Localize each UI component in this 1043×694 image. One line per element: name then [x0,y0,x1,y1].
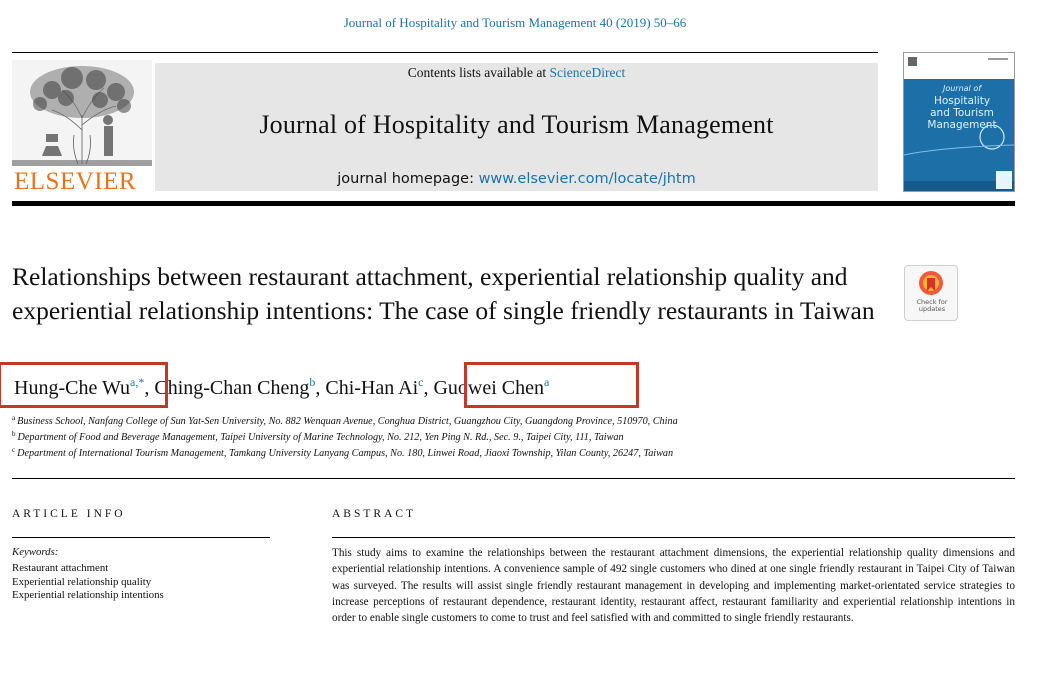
author-name[interactable]: Ching-Chan Cheng [154,377,310,399]
sciencedirect-link[interactable]: ScienceDirect [549,65,626,80]
keyword-item: Experiential relationship quality [12,575,152,588]
abstract-rule [332,537,1015,538]
cover-title-line: Journal of [942,84,982,93]
author-affiliation-marker[interactable]: a [544,375,550,389]
author-highlight-box [0,362,168,408]
author-affiliation-marker[interactable]: b [309,375,316,389]
abstract-heading: ABSTRACT [332,508,417,520]
contents-prefix: Contents lists available at [407,65,550,80]
homepage-line [155,171,878,187]
abstract-text: This study aims to examine the relationships between the restaurant attachment dimensions, the experiential relationship quality dimensions and experiential relationship intentions. A convenience sample of 492 single customers who dined at one single friendly restaurant in Taipei City of Taiwan was surveyed. The results will assist single friendly restaurant management in developing and implementing market-orientated service strategies to increase perceptions of restaurant dependence, restaurant identity, restaurant affect, restaurant familiarity and experiential relationship intentions in order to enable single customers to come to trust and feel satisfied with and committed to single friendly restaurants. [332,547,1015,625]
journal-citation[interactable]: Journal of Hospitality and Tourism Management 40 (2019) 50–66 [343,15,687,30]
check-updates-label: Check for updates [916,298,948,313]
author-separator: , [423,377,434,399]
author-separator: , [144,377,155,399]
section-divider [12,478,1015,479]
article-info-rule [12,537,270,538]
keyword-item: Restaurant attachment [12,562,109,574]
affiliation-marker: c [12,446,16,454]
author-name[interactable]: Chi-Han Ai [325,377,419,399]
cover-header-strip [904,53,1015,79]
author-affiliation-marker[interactable]: a,* [130,375,145,389]
affiliation-item [12,446,673,459]
affiliation-text: Business School, Nanfang College of Sun Yat-Sen University, No. 882 Wenquan Avenue, Conghua District, Guangzhou City, Guangdong Province, 510970, China [17,416,678,427]
homepage-link[interactable]: www.elsevier.com/locate/jhtm [478,171,696,187]
elsevier-wordmark: ELSEVIER [14,168,137,195]
affiliation-marker: a [12,414,16,422]
affiliation-text: Department of International Tourism Management, Tamkang University Lanyang Campus, No. 180, Linwei Road, Jiaoxi Township, Yilan County, 26247, Taiwan [17,448,674,459]
affiliation-text: Department of Food and Beverage Management, Taipei University of Marine Technology, No. 212, Yen Ping N. Rd., Sec. 9., Taipei City, 111, Taiwan [17,432,624,443]
cover-title [912,83,1012,131]
keyword-item: Experiential relationship intentions [12,589,164,601]
author-highlight-box [464,362,639,408]
homepage-label: journal homepage: [337,171,479,187]
affiliation-item [12,414,678,427]
cover-graphic [904,125,1015,192]
keywords-label: Keywords: [12,546,59,558]
affiliation-item [12,430,624,443]
journal-cover-thumbnail[interactable] [903,52,1015,192]
keyword-list [12,562,164,603]
author-separator: , [315,377,326,399]
author-affiliation-marker[interactable]: c [418,375,424,389]
article-info-heading: ARTICLE INFO [12,508,126,520]
cover-title-line: and Tourism [930,107,994,119]
cover-title-line: Hospitality [933,95,991,107]
cover-title-line: Management [927,119,997,131]
contents-line [155,65,878,81]
masthead-rule [12,201,1015,206]
article-title: Relationships between restaurant attachment, experiential relationship quality and experiential relationship intentions: The case of single friendly restaurants in Taiwan [12,262,875,325]
affiliation-marker: b [12,430,16,438]
journal-name: Journal of Hospitality and Tourism Management [259,110,774,139]
header-rule [12,52,878,53]
author-name[interactable]: Hung-Che Wu [14,377,131,399]
check-updates-icon [918,270,944,298]
check-for-updates-button[interactable] [904,265,958,321]
author-name[interactable]: Guowei Chen [433,377,545,399]
